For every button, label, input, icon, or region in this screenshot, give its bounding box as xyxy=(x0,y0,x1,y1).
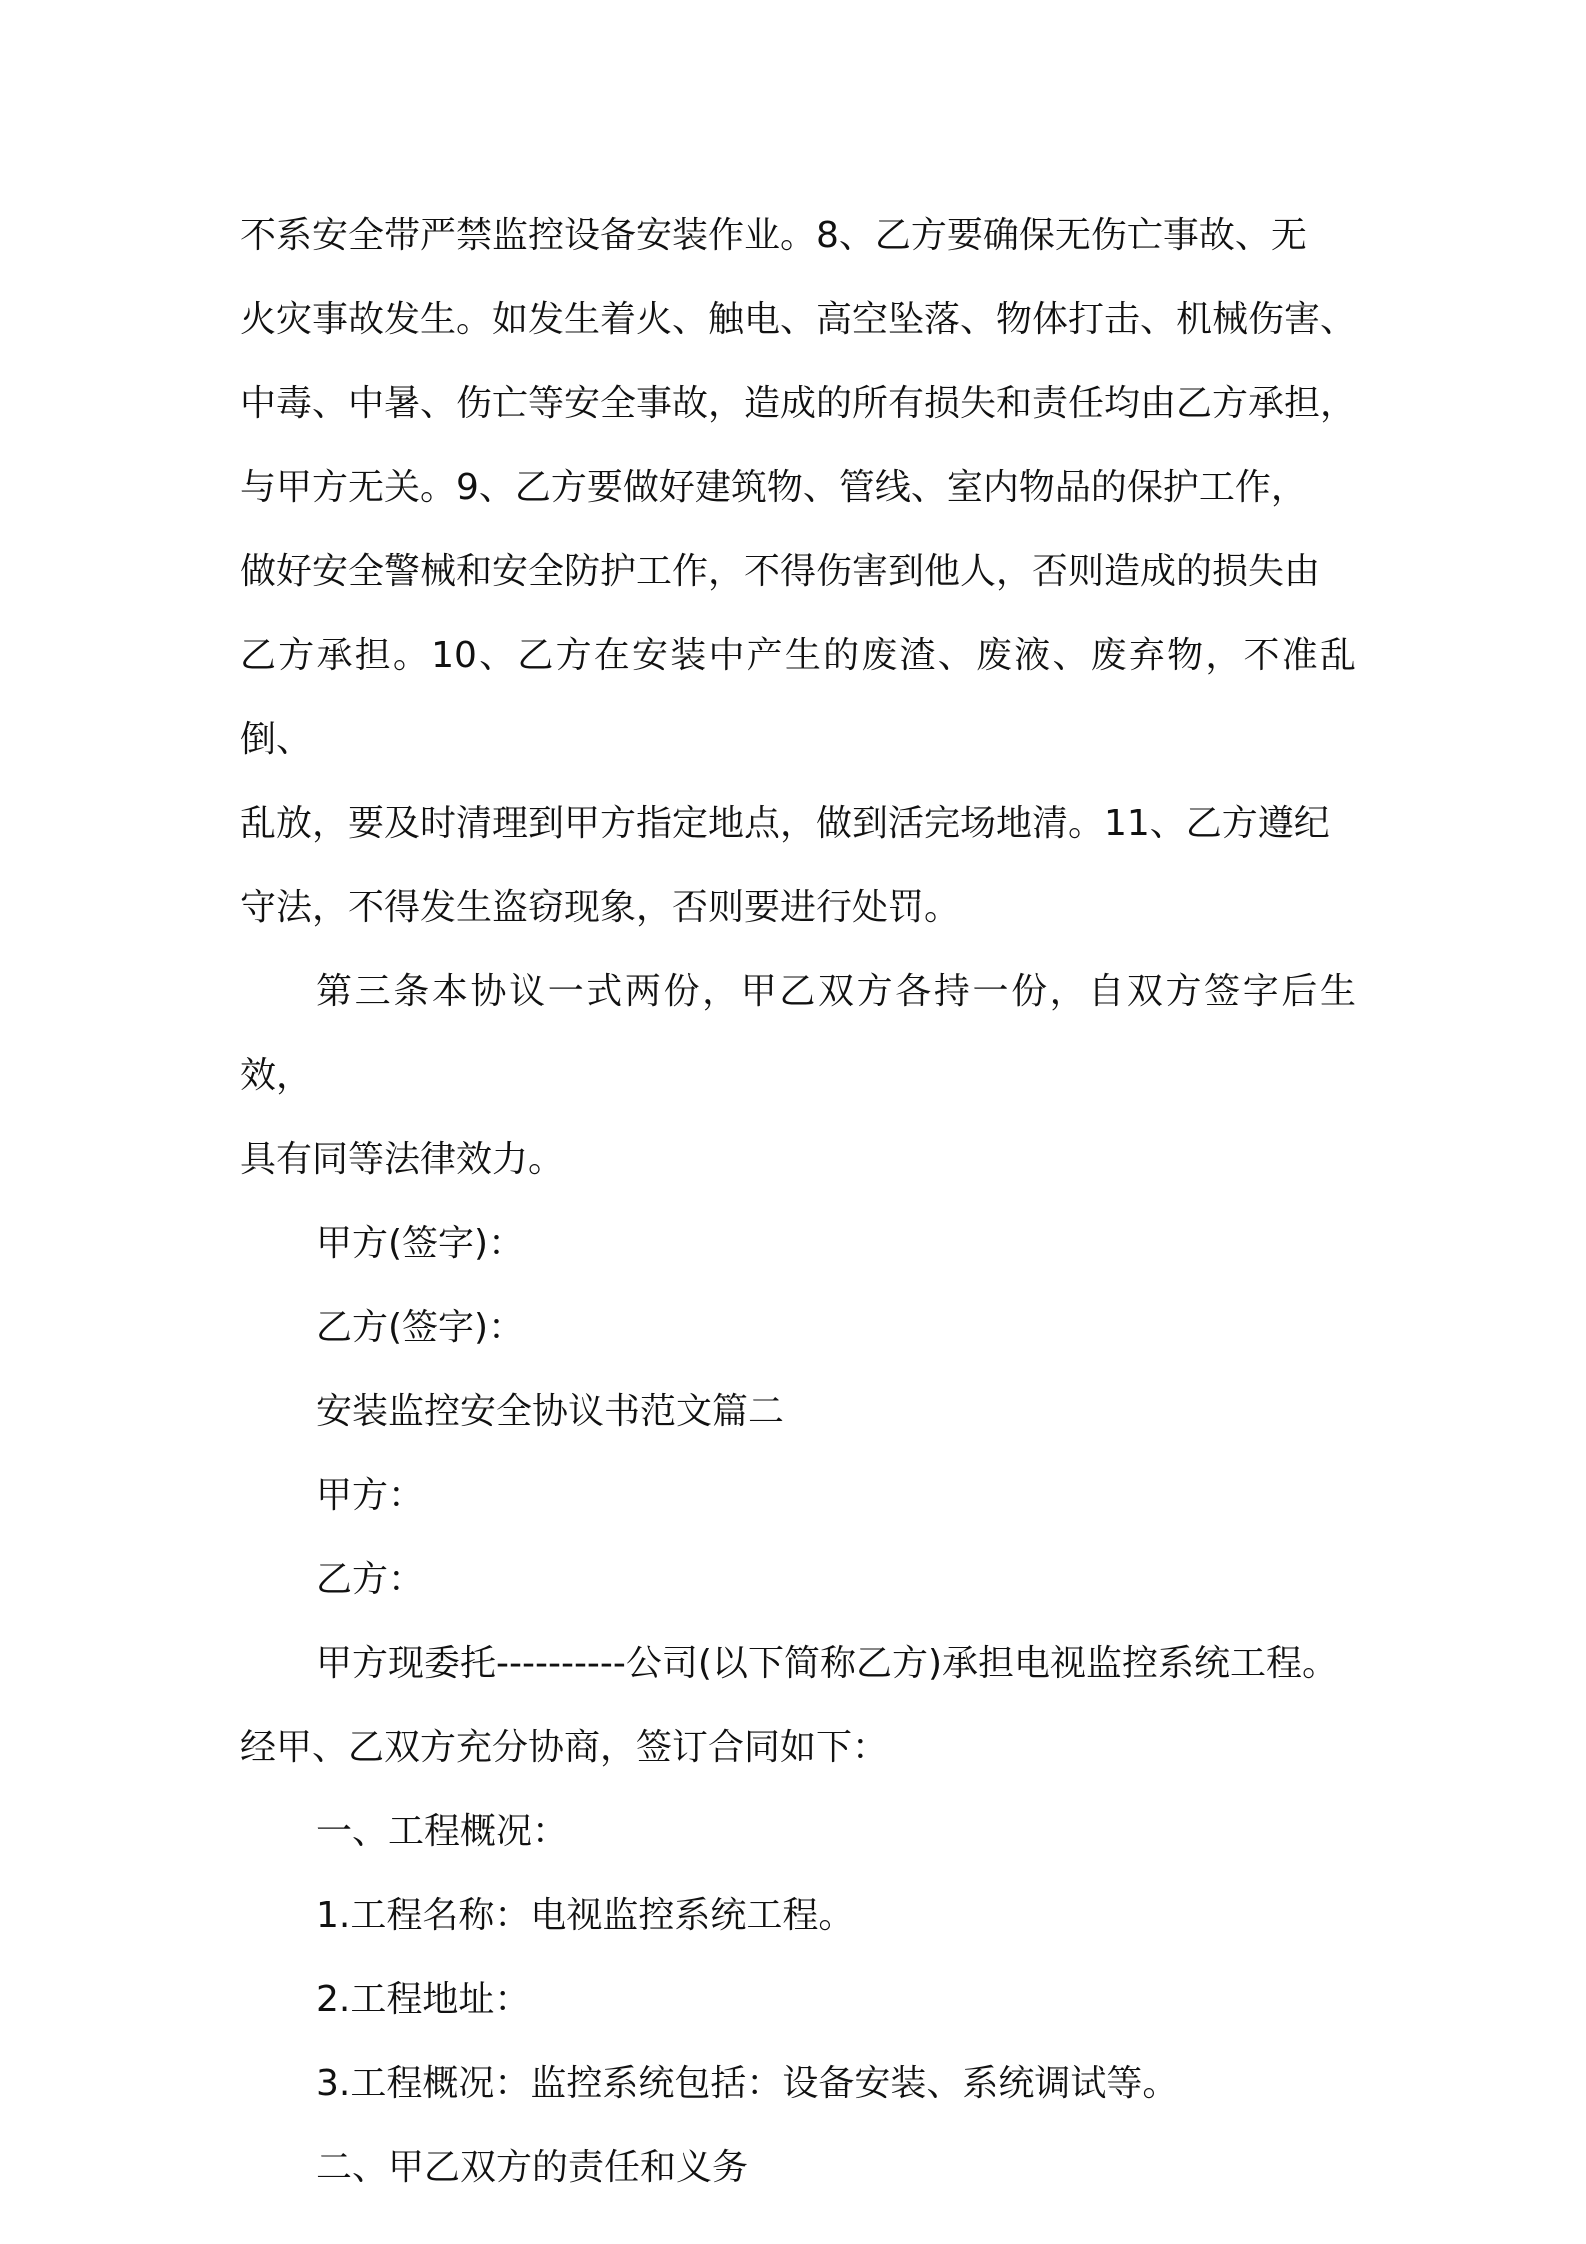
party-b-label: 乙方： xyxy=(316,1559,425,1600)
item-project-summary: 3.工程概况：监控系统包括：设备安装、系统调试等。 xyxy=(316,2063,1179,2104)
text-line: 做好安全警械和安全防护工作，不得伤害到他人，否则造成的损失由 xyxy=(240,551,1321,592)
item-project-address: 2.工程地址： xyxy=(316,1979,531,2020)
text-line: 乱放，要及时清理到甲方指定地点，做到活完场地清。11、乙方遵纪 xyxy=(240,803,1330,844)
text-line: 具有同等法律效力。 xyxy=(240,1139,565,1180)
safety-clauses-paragraph xyxy=(240,194,1356,950)
section-title: 安装监控安全协议书范文篇二 xyxy=(316,1391,785,1432)
heading-responsibilities: 二、甲乙双方的责任和义务 xyxy=(316,2147,749,2188)
party-a-label: 甲方： xyxy=(316,1475,425,1516)
party-b-signature: 乙方(签字)： xyxy=(316,1307,525,1348)
text-line: 乙方承担。10、乙方在安装中产生的废渣、废液、废弃物，不准乱倒、 xyxy=(240,635,1356,760)
party-a-signature: 甲方(签字)： xyxy=(316,1223,525,1264)
text-line: 中毒、中暑、伤亡等安全事故，造成的所有损失和责任均由乙方承担， xyxy=(240,383,1357,424)
text-line: 与甲方无关。9、乙方要做好建筑物、管线、室内物品的保护工作， xyxy=(240,467,1307,508)
intro-paragraph xyxy=(240,1622,1356,1790)
heading-project-overview: 一、工程概况： xyxy=(316,1811,569,1852)
document-page xyxy=(240,194,1356,2210)
article-three-paragraph xyxy=(240,950,1356,1202)
text-line: 甲方现委托----------公司(以下简称乙方)承担电视监控系统工程。 xyxy=(316,1643,1338,1684)
text-line: 守法，不得发生盗窃现象，否则要进行处罚。 xyxy=(240,887,961,928)
text-line: 火灾事故发生。如发生着火、触电、高空坠落、物体打击、机械伤害、 xyxy=(240,299,1357,340)
text-line: 第三条本协议一式两份，甲乙双方各持一份，自双方签字后生效， xyxy=(240,971,1356,1096)
text-line: 经甲、乙双方充分协商，签订合同如下： xyxy=(240,1727,889,1768)
item-project-name: 1.工程名称：电视监控系统工程。 xyxy=(316,1895,855,1936)
text-line: 不系安全带严禁监控设备安装作业。8、乙方要确保无伤亡事故、无 xyxy=(240,215,1307,256)
